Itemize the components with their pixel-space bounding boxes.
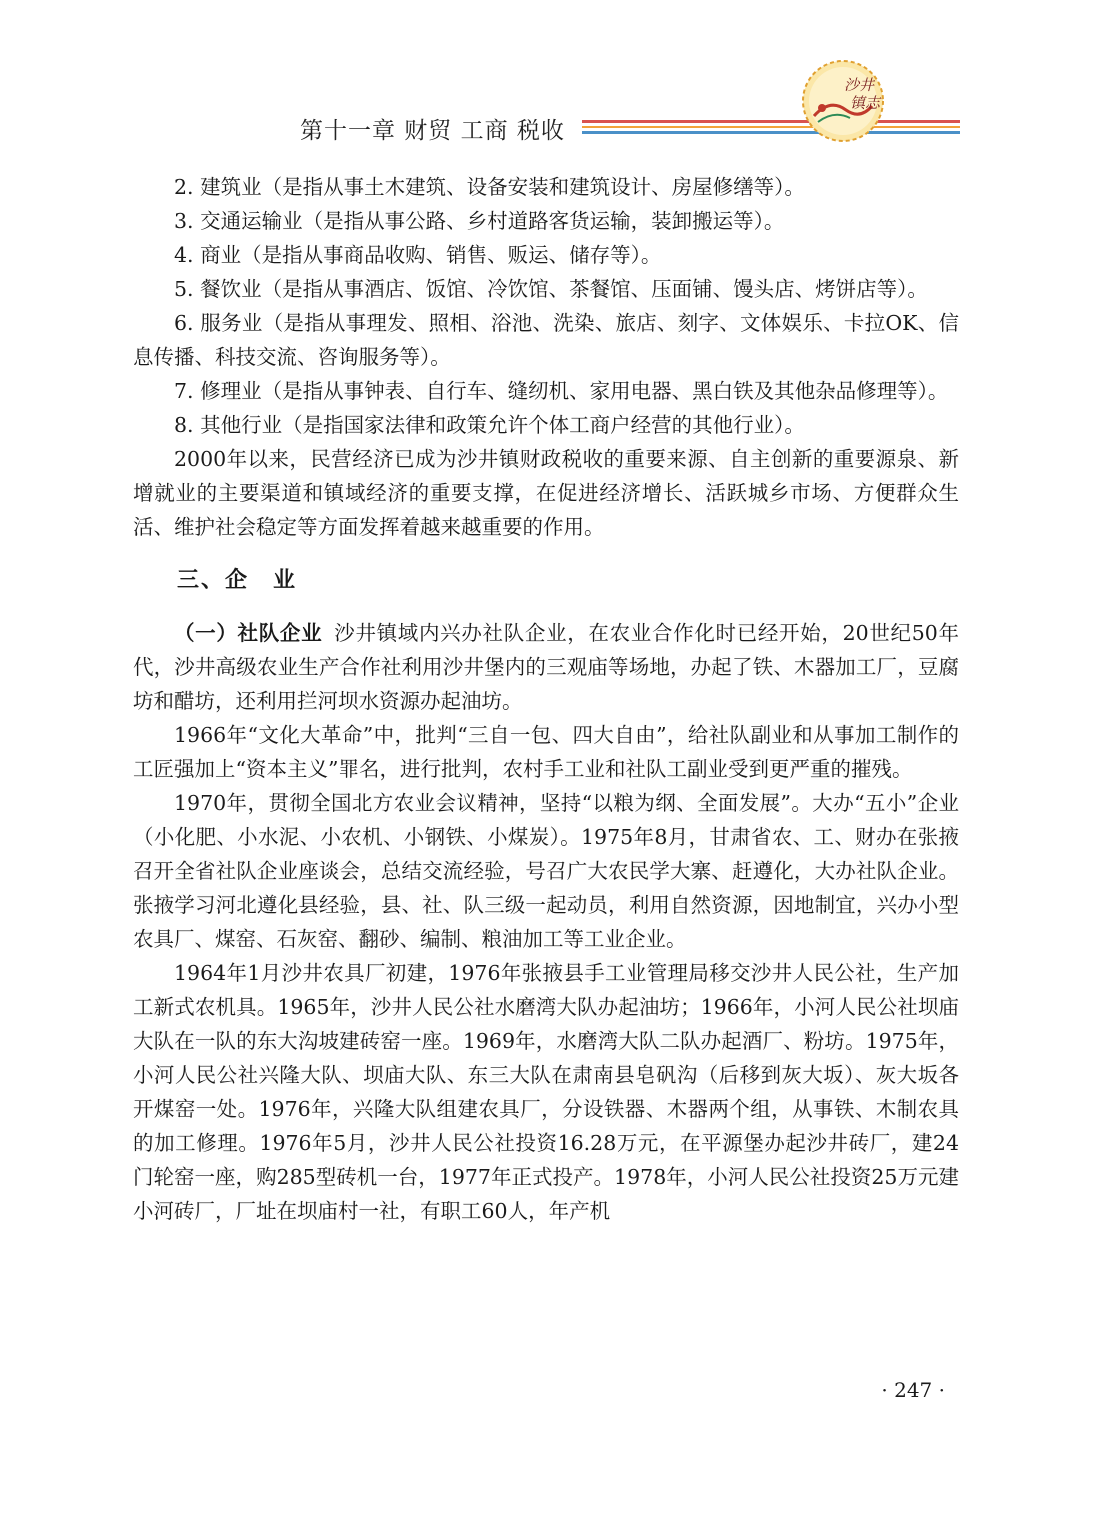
- paragraph: 2000年以来，民营经济已成为沙井镇财政税收的重要来源、自主创新的重要源泉、新增就业的主要渠道和镇域经济的重要支撑，在促进经济增长、活跃城乡市场、方便群众生活、维护社会稳定等方面发挥着越来越重要的作用。: [133, 447, 959, 539]
- paragraph: 1966年“文化大革命”中，批判“三自一包、四大自由”，给社队副业和从事加工制作的工匠强加上“资本主义”罪名，进行批判，农村手工业和社队工副业受到更严重的摧残。: [133, 723, 959, 781]
- town-gazetteer-seal-logo: [800, 58, 886, 144]
- page-number: · 247 ·: [881, 1378, 945, 1402]
- header-rule-red: [582, 120, 960, 123]
- paragraph: 7. 修理业（是指从事钟表、自行车、缝纫机、家用电器、黑白铁及其他杂品修理等）。: [174, 379, 949, 403]
- subsection-text: 沙井镇域内兴办社队企业，在农业合作化时已经开始，20世纪50年代，沙井高级农业生产合作社利用沙井堡内的三观庙等场地，办起了铁、木器加工厂，豆腐坊和醋坊，还利用拦河坝水资源办起油坊。: [133, 621, 959, 713]
- paragraph: 3. 交通运输业（是指从事公路、乡村道路客货运输，装卸搬运等）。: [174, 209, 785, 233]
- seal-text-line-1: 沙井: [844, 76, 875, 94]
- paragraph: 5. 餐饮业（是指从事酒店、饭馆、冷饮馆、茶餐馆、压面铺、馒头店、烤饼店等）。: [174, 277, 928, 301]
- paragraph: 6. 服务业（是指从事理发、照相、浴池、洗染、旅店、刻字、文体娱乐、卡拉OK、信息传播、科技交流、咨询服务等）。: [133, 311, 959, 369]
- paragraph: 2. 建筑业（是指从事土木建筑、设备安装和建筑设计、房屋修缮等）。: [174, 175, 805, 199]
- paragraph: 1964年1月沙井农具厂初建，1976年张掖县手工业管理局移交沙井人民公社，生产加工新式农机具。1965年，沙井人民公社水磨湾大队办起油坊；1966年，小河人民公社坝庙大队在一队的东大沟坡建砖窑一座。1969年，水磨湾大队二队办起酒厂、粉坊。1975年，小河人民公社兴隆大队、坝庙大队、东三大队在肃南县皂矾沟（后移到灰大坂）、灰大坂各开煤窑一处。1976年，兴隆大队组建农具厂，分设铁器、木器两个组，从事铁、木制农具的加工修理。1976年5月，沙井人民公社投资16.28万元，在平源堡办起沙井砖厂，建24门轮窑一座，购285型砖机一台，1977年正式投产。1978年，小河人民公社投资25万元建小河砖厂，厂址在坝庙村一社，有职工60人，年产机: [133, 961, 959, 1223]
- paragraph: 1970年，贯彻全国北方农业会议精神，坚持“以粮为纲、全面发展”。大办“五小”企业（小化肥、小水泥、小农机、小钢铁、小煤炭）。1975年8月，甘肃省农、工、财办在张掖召开全省社队企业座谈会，总结交流经验，号召广大农民学大寨、赶遵化，大办社队企业。张掖学习河北遵化县经验，县、社、队三级一起动员，利用自然资源，因地制宜，兴办小型农具厂、煤窑、石灰窑、翻砂、编制、粮油加工等工业企业。: [133, 791, 959, 951]
- subsection-lead: （一）社队企业: [174, 621, 323, 645]
- section-heading: 三、企 业: [177, 568, 298, 593]
- paragraph: 8. 其他行业（是指国家法律和政策允许个体工商户经营的其他行业）。: [174, 413, 805, 437]
- page-body: [133, 170, 959, 1228]
- seal-text-line-2: 镇志: [850, 94, 881, 112]
- header-rule-orange: [582, 126, 960, 128]
- chapter-title: 第十一章 财贸 工商 税收: [300, 118, 565, 144]
- paragraph: 4. 商业（是指从事商品收购、销售、贩运、储存等）。: [174, 243, 662, 267]
- subsection-paragraph: [133, 616, 959, 718]
- header-rule-blue: [582, 131, 960, 134]
